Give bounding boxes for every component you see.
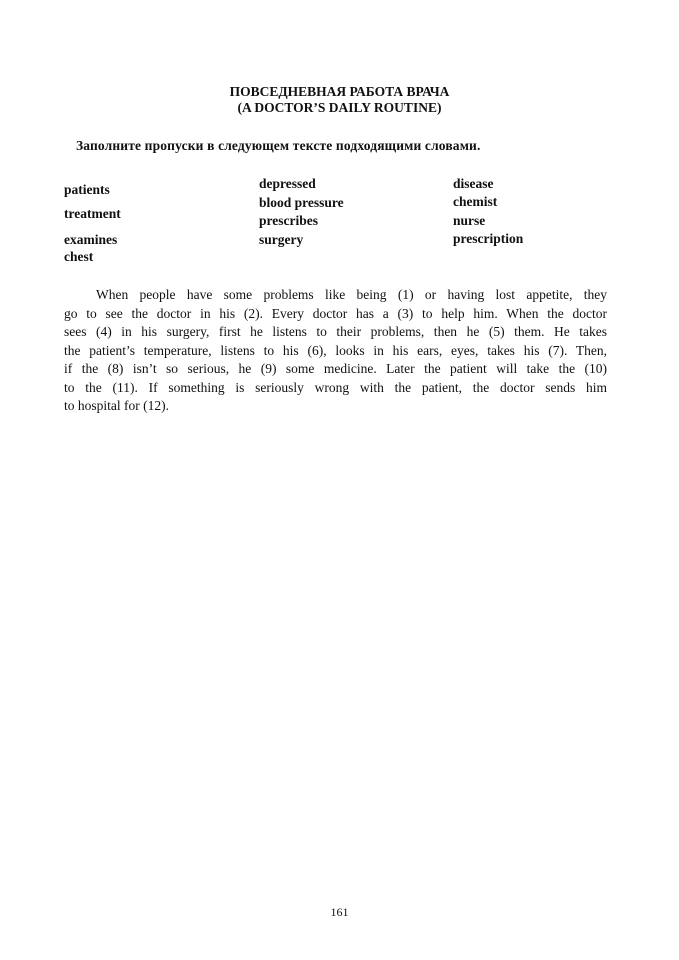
word-bank-item: chemist	[453, 194, 498, 209]
word-bank-item: chest	[64, 249, 94, 264]
page-title-english: (A DOCTOR’S DAILY ROUTINE)	[237, 100, 442, 115]
paragraph-line: to the (11). If something is seriously wrong with the patient, the doctor sends him	[64, 379, 607, 395]
page-number: 161	[330, 905, 349, 919]
exercise-paragraph	[64, 286, 607, 416]
paragraph-line: When people have some problems like being (1) or having lost appetite, they	[96, 287, 607, 302]
paragraph-line: the patient’s temperature, listens to his (6), looks in his ears, eyes, takes his (7). Then,	[64, 342, 607, 358]
paragraph-line: sees (4) in his surgery, first he listens to their problems, then he (5) them. He takes	[64, 324, 607, 339]
paragraph-line: to hospital for (12).	[64, 398, 169, 413]
word-bank-item: prescription	[453, 231, 524, 246]
paragraph-line: go to see the doctor in his (2). Every doctor has a (3) to help him. When the doctor	[64, 305, 607, 321]
word-bank-item: treatment	[64, 206, 121, 221]
word-bank-item: examines	[64, 232, 118, 247]
word-bank-item: disease	[453, 176, 494, 191]
page-title-russian: ПОВСЕДНЕВНАЯ РАБОТА ВРАЧА	[229, 84, 450, 99]
word-bank-item: prescribes	[259, 213, 318, 228]
paragraph-line: if the (8) isn’t so serious, he (9) some medicine. Later the patient will take the (10)	[64, 361, 607, 376]
word-bank-item: depressed	[259, 176, 316, 191]
exercise-instruction: Заполните пропуски в следующем тексте подходящими словами.	[76, 138, 481, 153]
word-bank-item: patients	[64, 182, 110, 197]
word-bank-item: blood pressure	[259, 195, 344, 210]
word-bank-item: surgery	[259, 232, 304, 247]
word-bank-item: nurse	[453, 213, 486, 228]
